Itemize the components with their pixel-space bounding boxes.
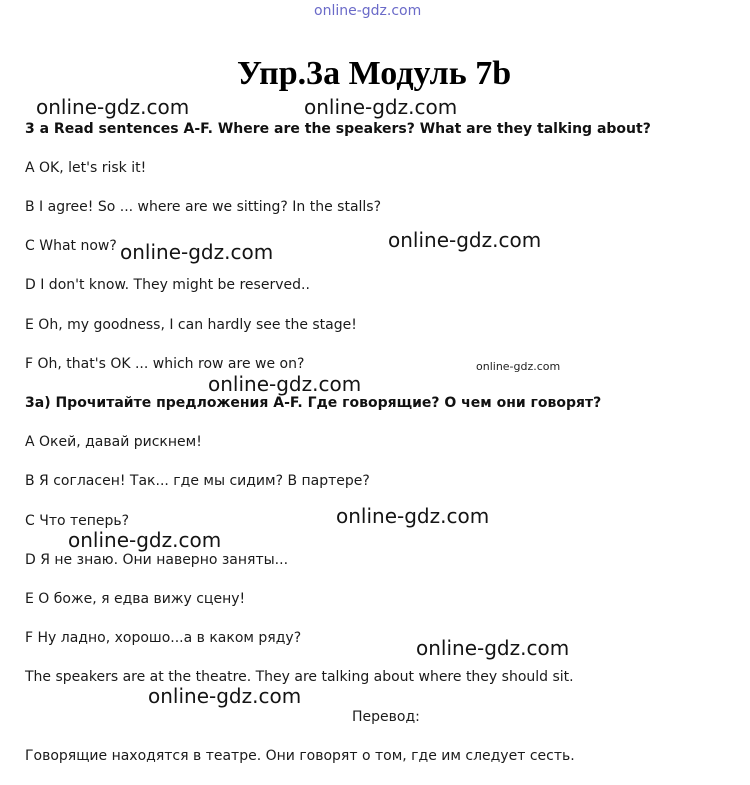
answer-russian: Говорящие находятся в театре. Они говорят о том, где им следует сесть. [25, 748, 575, 764]
english-line-e: E Oh, my goodness, I can hardly see the stage! [25, 317, 357, 333]
task-heading-english: 3 a Read sentences A-F. Where are the speakers? What are they talking about? [25, 121, 651, 137]
english-line-c: C What now? [25, 238, 117, 254]
watermark: online-gdz.com [36, 95, 190, 119]
watermark-small: online-gdz.com [476, 360, 561, 373]
watermark: online-gdz.com [336, 504, 490, 528]
watermark: online-gdz.com [388, 228, 542, 252]
task-heading-russian: 3а) Прочитайте предложения A-F. Где говорящие? О чем они говорят? [25, 395, 602, 411]
english-line-f: F Oh, that's OK ... which row are we on? [25, 356, 305, 372]
english-line-d: D I don't know. They might be reserved.. [25, 277, 310, 293]
russian-line-d: D Я не знаю. Они наверно заняты... [25, 552, 289, 568]
russian-line-b: B Я согласен! Так... где мы сидим? В партере? [25, 473, 370, 489]
watermark: online-gdz.com [68, 528, 222, 552]
russian-line-f: F Ну ладно, хорошо...а в каком ряду? [25, 630, 302, 646]
watermark: online-gdz.com [304, 95, 458, 119]
russian-line-a: A Окей, давай рискнем! [25, 434, 202, 450]
russian-line-e: E О боже, я едва вижу сцену! [25, 591, 246, 607]
russian-line-c: C Что теперь? [25, 513, 130, 529]
english-line-b: B I agree! So ... where are we sitting? In the stalls? [25, 199, 382, 215]
answer-english: The speakers are at the theatre. They are talking about where they should sit. [25, 669, 574, 685]
watermark: online-gdz.com [208, 372, 362, 396]
watermark: online-gdz.com [120, 240, 274, 264]
watermark: online-gdz.com [416, 636, 570, 660]
watermark-top: online-gdz.com [314, 3, 422, 19]
watermark: online-gdz.com [148, 684, 302, 708]
english-line-a: A OK, let's risk it! [25, 160, 147, 176]
page-title: Упр.3а Модуль 7b [237, 55, 512, 92]
translation-label: Перевод: [352, 709, 420, 725]
